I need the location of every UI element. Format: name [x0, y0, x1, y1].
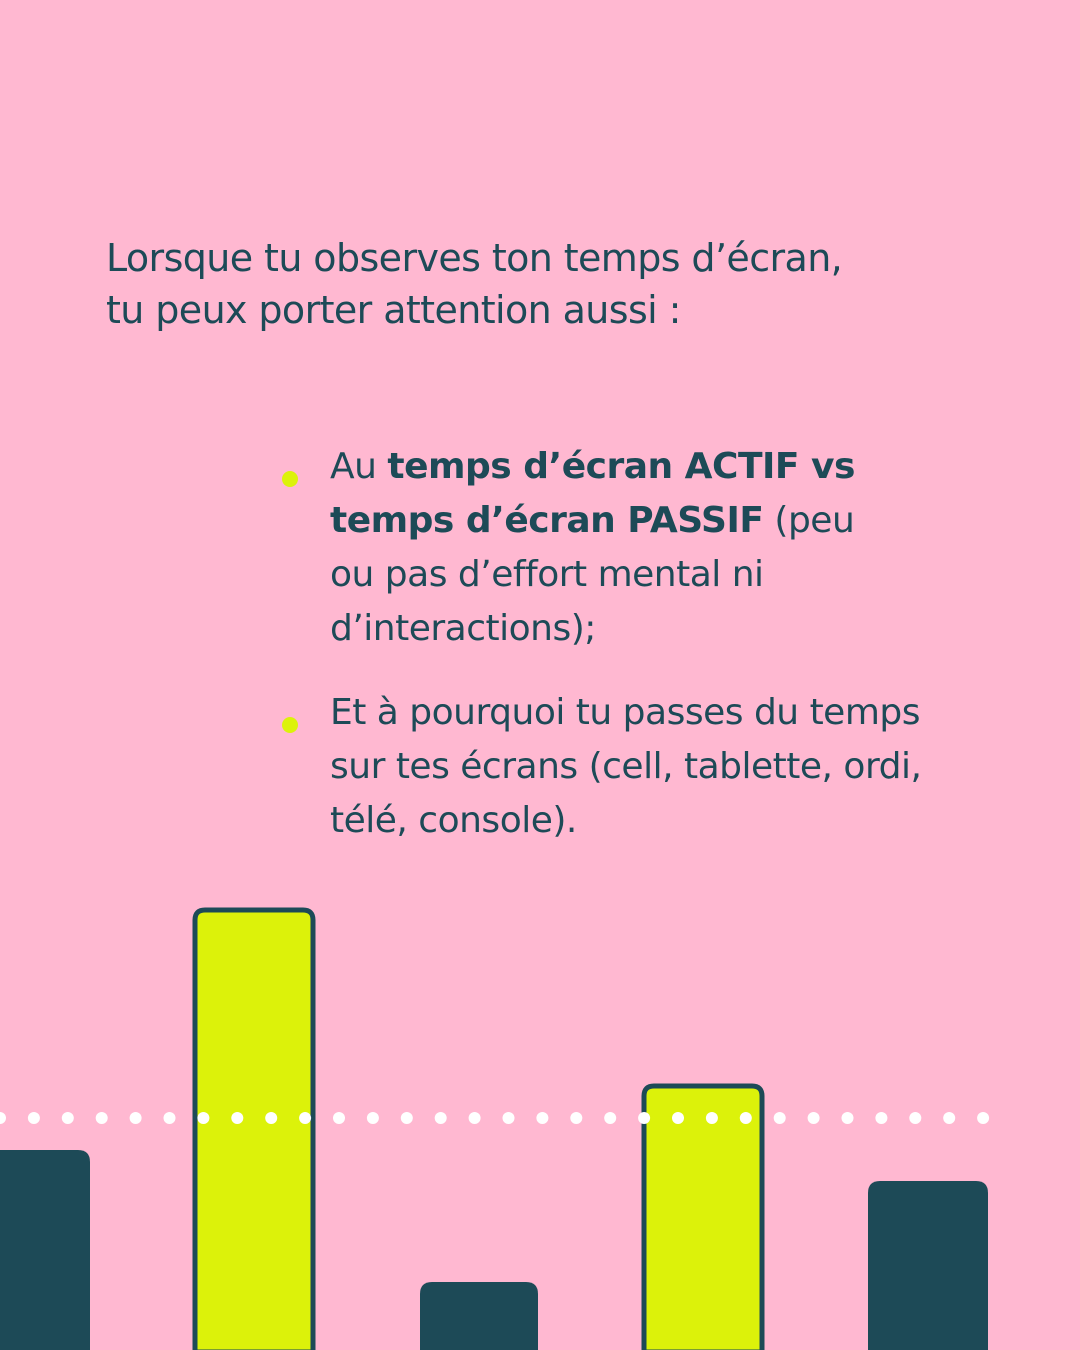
- dot: [197, 1112, 209, 1124]
- dot: [842, 1112, 854, 1124]
- dot: [977, 1112, 989, 1124]
- intro-text: [106, 232, 986, 336]
- dot: [333, 1112, 345, 1124]
- dot: [503, 1112, 515, 1124]
- dot: [740, 1112, 752, 1124]
- bullet-dot-icon: [282, 471, 298, 487]
- bullet-dot-icon: [282, 717, 298, 733]
- decorative-bar-5: [868, 1181, 988, 1350]
- dot: [774, 1112, 786, 1124]
- dot: [62, 1112, 74, 1124]
- bullet-1-line-4: d’interactions);: [330, 608, 596, 649]
- bullet-list: [280, 440, 1000, 878]
- dot: [808, 1112, 820, 1124]
- dot: [0, 1112, 6, 1124]
- dot: [536, 1112, 548, 1124]
- dot: [367, 1112, 379, 1124]
- intro-line-1: Lorsque tu observes ton temps d’écran,: [106, 236, 843, 280]
- dot: [570, 1112, 582, 1124]
- bullet-2-line-3: télé, console).: [330, 800, 577, 841]
- dot: [672, 1112, 684, 1124]
- dot: [469, 1112, 481, 1124]
- dot: [265, 1112, 277, 1124]
- dot: [604, 1112, 616, 1124]
- bullet-2-line-2: sur tes écrans (cell, tablette, ordi,: [330, 746, 922, 787]
- decorative-bar-1: [0, 1150, 90, 1350]
- bullet-1-bold-2: temps d’écran PASSIF: [330, 500, 764, 541]
- dot: [164, 1112, 176, 1124]
- dot: [435, 1112, 447, 1124]
- decorative-bar-4: [644, 1086, 762, 1350]
- bullet-1-line-3: ou pas d’effort mental ni: [330, 554, 764, 595]
- dot: [909, 1112, 921, 1124]
- bullet-1-prefix: Au: [330, 446, 388, 487]
- dot: [130, 1112, 142, 1124]
- dotted-line: [0, 1112, 989, 1124]
- bullet-1-line-2: [330, 494, 1000, 548]
- bullet-2-line-1: Et à pourquoi tu passes du temps: [330, 692, 921, 733]
- decorative-bar-3: [420, 1282, 538, 1350]
- bullet-1-rest: (peu: [763, 500, 855, 541]
- dot: [638, 1112, 650, 1124]
- dot: [28, 1112, 40, 1124]
- decorative-bar-graphic: [0, 880, 1080, 1350]
- dot: [96, 1112, 108, 1124]
- bullet-item-why: [280, 686, 1000, 848]
- dot: [875, 1112, 887, 1124]
- dot: [706, 1112, 718, 1124]
- bullet-1-line-1: [330, 440, 1000, 494]
- intro-line-2: tu peux porter attention aussi :: [106, 288, 681, 332]
- dot: [231, 1112, 243, 1124]
- bullet-1-bold-1: temps d’écran ACTIF vs: [387, 446, 855, 487]
- dot: [299, 1112, 311, 1124]
- bullet-item-active-passive: [280, 440, 1000, 656]
- decorative-bar-2: [195, 910, 313, 1350]
- dot: [943, 1112, 955, 1124]
- dot: [401, 1112, 413, 1124]
